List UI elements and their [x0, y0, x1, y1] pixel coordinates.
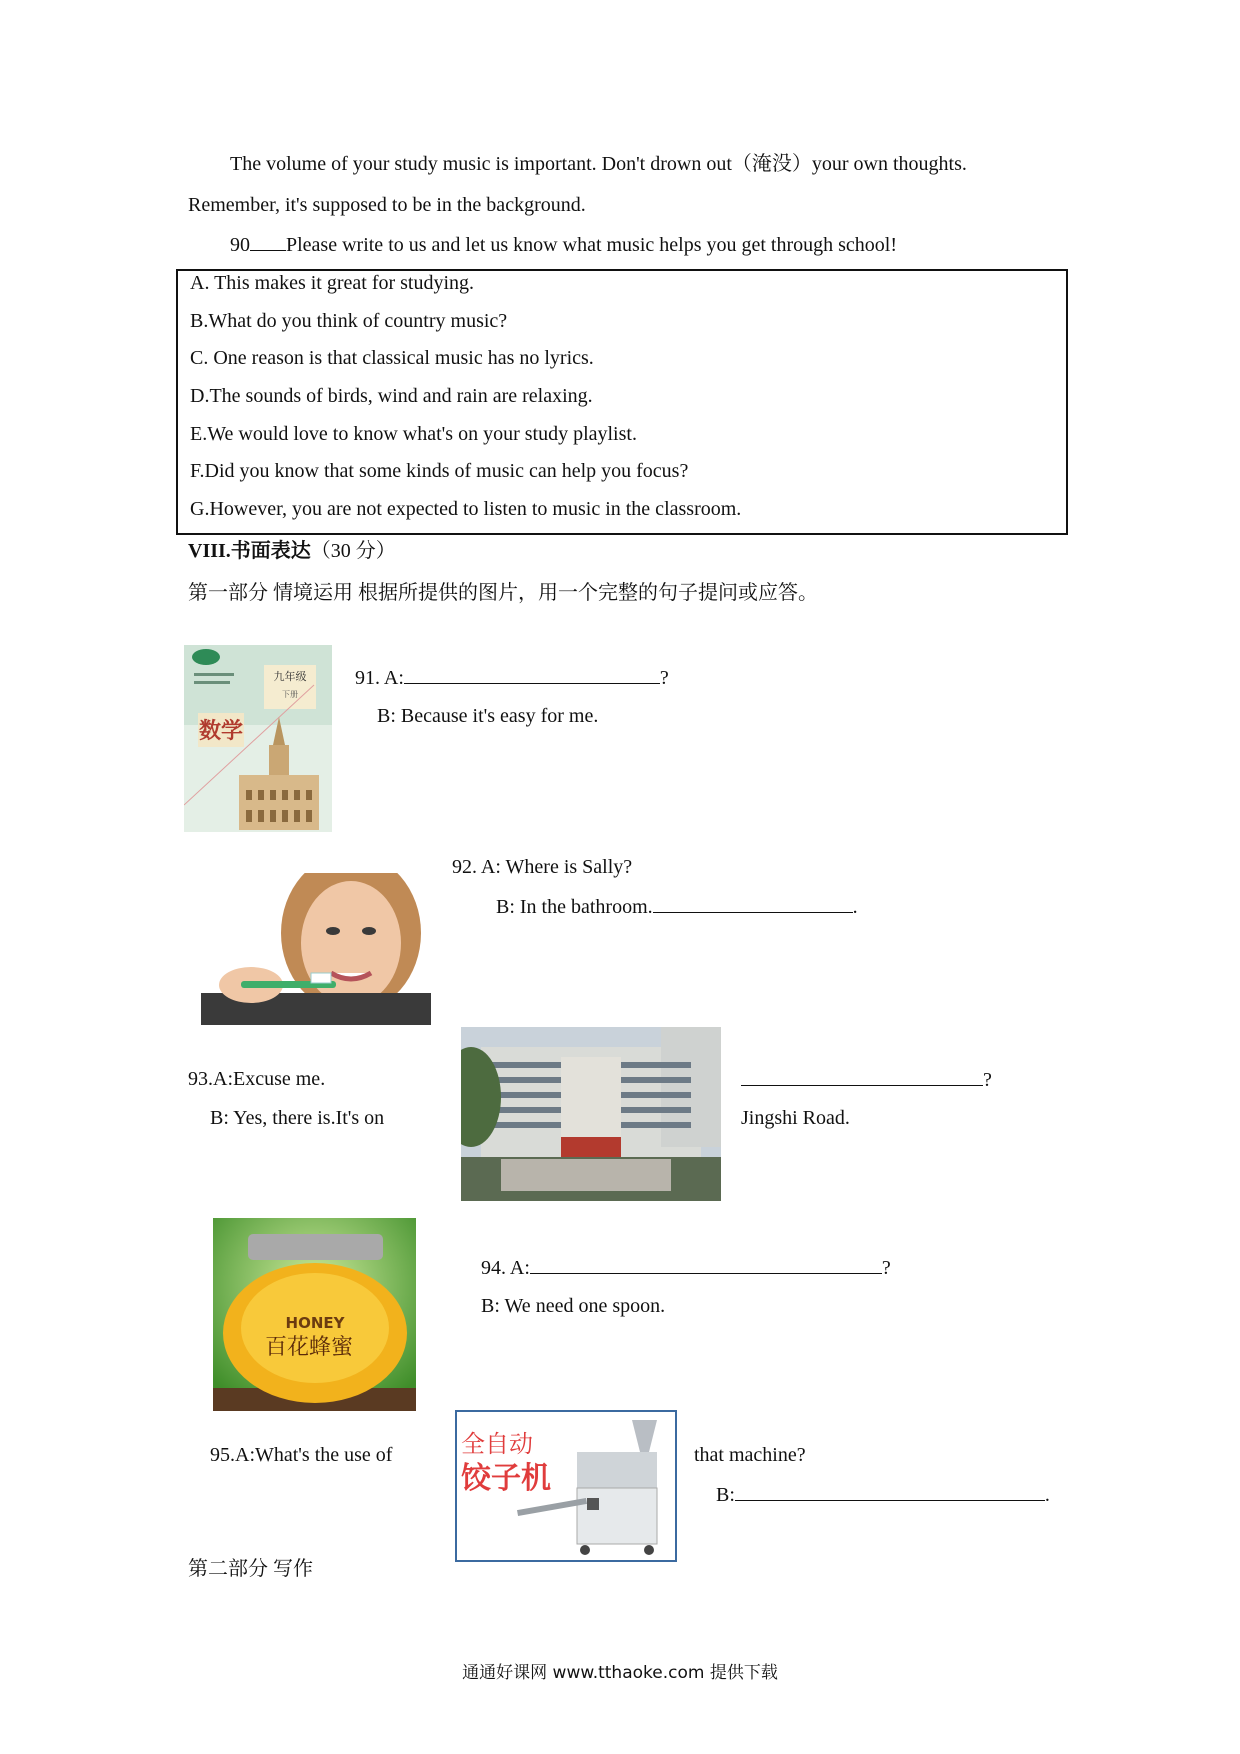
q95-b-end: .	[1044, 1484, 1050, 1506]
q93-tail: Jingshi Road.	[741, 1107, 850, 1129]
q95-a: 95.A:What's the use of	[210, 1444, 393, 1466]
honey-jar-image	[213, 1218, 416, 1411]
q91-a-label: 91. A:	[355, 667, 404, 689]
q91-a-blank[interactable]	[404, 665, 660, 684]
q92-b-label: B: In the bathroom.	[496, 896, 653, 918]
part2-heading: 第二部分 写作	[188, 1558, 313, 1580]
q92-b-end: .	[852, 896, 858, 918]
jar-brand-label: HONEY	[285, 1314, 345, 1332]
option-b: B.What do you think of country music?	[190, 310, 508, 332]
question-90	[230, 232, 897, 257]
q93-a: 93.A:Excuse me.	[188, 1068, 326, 1090]
q92-b-blank[interactable]	[653, 894, 853, 913]
section-score: （30 分）	[310, 540, 396, 562]
section-heading	[188, 539, 396, 563]
passage-line-2: Remember, it's supposed to be in the background.	[188, 194, 586, 216]
question-90-text: Please write to us and let us know what music helps you get through school!	[286, 234, 898, 256]
q92-b	[496, 894, 858, 919]
girl-brushing-teeth-image	[201, 873, 431, 1025]
q95-a-tail: that machine?	[694, 1444, 806, 1466]
jar-name-label: 百花蜂蜜	[264, 1335, 354, 1360]
machine-label-1: 全自动	[461, 1430, 533, 1458]
option-d: D.The sounds of birds, wind and rain are relaxing.	[190, 385, 593, 407]
q94-a	[481, 1255, 891, 1280]
machine-label-2: 饺子机	[461, 1461, 551, 1496]
footer-credit: 通通好课网 www.tthaoke.com 提供下载	[462, 1663, 778, 1683]
dumpling-machine-image	[455, 1410, 677, 1562]
option-c: C. One reason is that classical music has no lyrics.	[190, 347, 594, 369]
q94-b: B: We need one spoon.	[481, 1295, 666, 1317]
q91-b: B: Because it's easy for me.	[377, 705, 599, 727]
q93-question	[741, 1067, 992, 1092]
q94-a-label: 94. A:	[481, 1257, 530, 1279]
option-a: A. This makes it great for studying.	[190, 272, 475, 294]
question-90-number: 90	[230, 234, 250, 256]
book-volume-label: 下册	[282, 690, 298, 699]
option-e: E.We would love to know what's on your study playlist.	[190, 423, 637, 445]
option-g: G.However, you are not expected to listen to music in the classroom.	[190, 498, 742, 520]
section-title: VIII.书面表达	[188, 540, 311, 562]
option-f: F.Did you know that some kinds of music can help you focus?	[190, 460, 689, 482]
q91-a	[355, 665, 669, 690]
q95-b	[716, 1482, 1050, 1507]
q94-a-blank[interactable]	[530, 1255, 882, 1274]
math-textbook-image	[184, 645, 332, 832]
q94-a-end: ?	[881, 1257, 891, 1279]
book-title-label: 数学	[198, 719, 244, 744]
q93-blank[interactable]	[741, 1067, 983, 1086]
q92-a: 92. A: Where is Sally?	[452, 856, 633, 878]
question-90-blank[interactable]	[250, 232, 286, 251]
q95-b-blank[interactable]	[735, 1482, 1045, 1501]
q95-b-label: B:	[716, 1484, 735, 1506]
hospital-building-image	[461, 1027, 721, 1201]
q91-a-end: ?	[659, 667, 669, 689]
q93-b: B: Yes, there is.It's on	[210, 1107, 385, 1129]
passage-line-1: The volume of your study music is important. Don't drown out（淹没）your own thoughts.	[230, 153, 967, 175]
q93-question-mark: ?	[983, 1069, 992, 1091]
part1-instruction: 第一部分 情境运用 根据所提供的图片，用一个完整的句子提问或应答。	[188, 582, 818, 604]
book-grade-label: 九年级	[273, 670, 307, 683]
